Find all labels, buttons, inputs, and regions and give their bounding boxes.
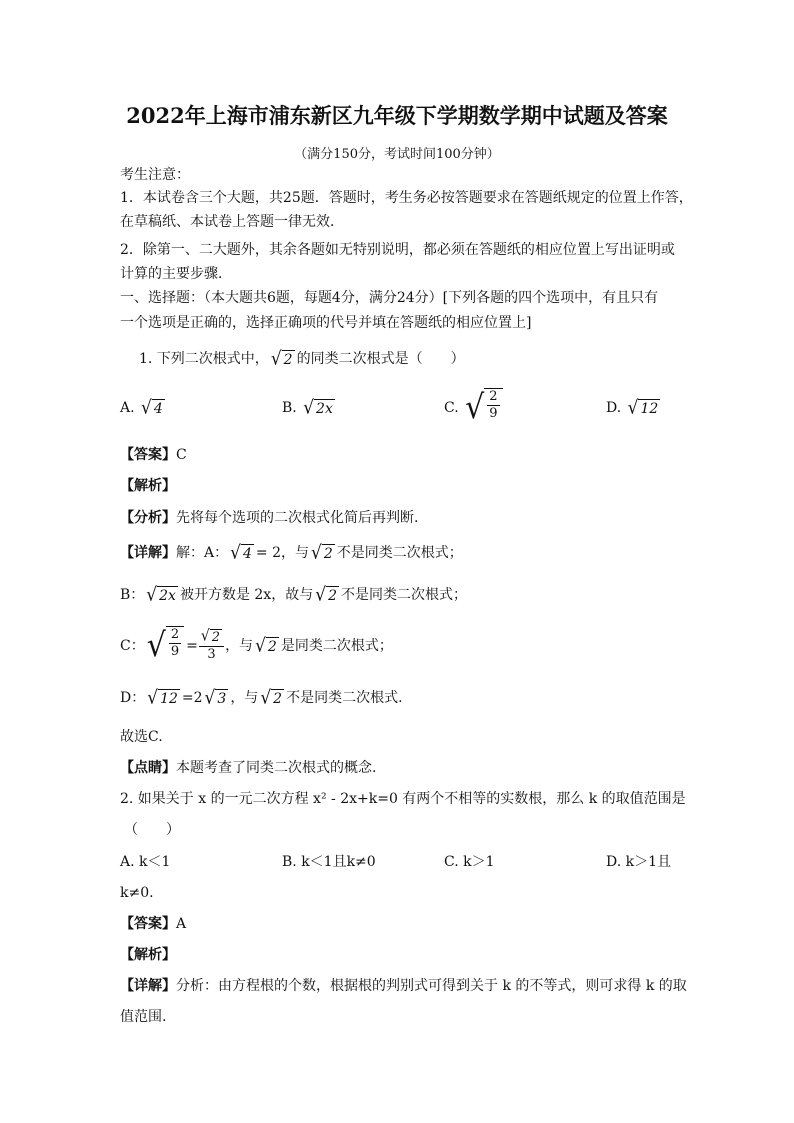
detail-line: 值范围. bbox=[120, 1009, 167, 1025]
sqrt-expression: √ 2 bbox=[270, 347, 293, 370]
fraction: √ 2 3 bbox=[199, 629, 224, 663]
sqrt-expression: √ 12 bbox=[627, 396, 659, 419]
option-c: C. k＞1 bbox=[444, 854, 495, 870]
question-2-stem: （ ） bbox=[124, 822, 180, 838]
option-b: B. √ 2x bbox=[282, 396, 333, 419]
question-text: 的同类二次根式是（ ） bbox=[296, 351, 465, 367]
answer-value: C bbox=[176, 447, 187, 463]
answer-line: 【答案】C bbox=[120, 447, 187, 463]
analysis-heading: 【解析】 bbox=[120, 947, 176, 963]
notice-line: 计算的主要步骤． bbox=[120, 266, 232, 282]
sqrt-expression: √ 12 bbox=[147, 686, 178, 709]
section-heading: 一、选择题：（本大题共6题，每题4分，满分24分）[下列各题的四个选项中，有且只有 bbox=[120, 290, 659, 306]
option-a: A. k＜1 bbox=[120, 854, 171, 870]
sqrt-expression: √ 2 bbox=[260, 686, 283, 709]
notice-line: 1．本试卷含三个大题，共25题．答题时，考生务必按答题要求在答题纸规定的位置上作答， bbox=[120, 190, 693, 206]
detail-line-c: C： √ $\frac{2}{9}$ = √ 2 3 ，与 √ 2 是同类二次根式； bbox=[120, 626, 393, 665]
section-heading: 一个选项是正确的，选择正确项的代号并填在答题纸的相应位置上] bbox=[120, 315, 532, 331]
question-2-stem: 2. 如果关于 x 的一元二次方程 x² - 2x+k=0 有两个不相等的实数根，那么 k 的取值范围是 bbox=[120, 791, 686, 807]
analysis-heading: 【解析】 bbox=[120, 478, 176, 494]
sqrt-expression: √ 2 bbox=[310, 541, 333, 564]
analysis-text: 【分析】先将每个选项的二次根式化简后再判断. bbox=[120, 510, 419, 526]
conclusion: 故选C. bbox=[120, 729, 163, 745]
sqrt-expression: √ 2 bbox=[315, 583, 337, 606]
sqrt-expression: √ $\frac{2}{9}$ bbox=[147, 626, 184, 666]
sqrt-expression: √ 2 bbox=[255, 634, 277, 657]
sqrt-expression: √ 4 bbox=[230, 541, 252, 564]
answer-line: 【答案】A bbox=[120, 916, 187, 932]
sqrt-expression: √ $\frac{2}{9}$ bbox=[465, 388, 502, 428]
detail-line-d: D： √ 12 =2 √ 3 ，与 √ 2 不是同类二次根式. bbox=[120, 686, 403, 709]
option-c: C. √ $\frac{2}{9}$ bbox=[444, 388, 505, 428]
notice-line: 2．除第一、二大题外，其余各题如无特别说明，都必须在答题纸的相应位置上写出证明或 bbox=[120, 242, 675, 258]
notice-heading: 考生注意： bbox=[120, 167, 190, 183]
page-title: 2022年上海市浦东新区九年级下学期数学期中试题及答案 bbox=[126, 103, 668, 128]
dianjing-line: 【点睛】本题考查了同类二次根式的概念. bbox=[120, 760, 377, 776]
option-b: B. k＜1且k≠0 bbox=[282, 854, 376, 870]
option-a: A. √ 4 bbox=[120, 396, 163, 419]
notice-line: 在草稿纸、本试卷上答题一律无效． bbox=[120, 214, 344, 230]
option-d-continued: k≠0. bbox=[120, 885, 154, 901]
question-text: 1. 下列二次根式中， bbox=[139, 351, 269, 367]
page-subtitle: （满分150分，考试时间100分钟） bbox=[294, 147, 500, 162]
sqrt-expression: √ 4 bbox=[141, 396, 163, 419]
detail-line-b: B： √ 2x 被开方数是 2x，故与 √ 2 不是同类二次根式； bbox=[120, 583, 467, 606]
option-d: D. √ 12 bbox=[606, 396, 659, 419]
option-d: D. k＞1且 bbox=[606, 854, 672, 870]
detail-line-a: 【详解】解：A： √ 4 = 2，与 √ 2 不是同类二次根式； bbox=[120, 541, 463, 564]
answer-value: A bbox=[176, 916, 187, 932]
sqrt-expression: √ 3 bbox=[204, 686, 227, 709]
detail-line: 【详解】分析：由方程根的个数，根据根的判别式可得到关于 k 的不等式，则可求得 k 的取 bbox=[120, 978, 687, 994]
sqrt-expression: √ 2x bbox=[146, 583, 176, 606]
question-1-stem bbox=[139, 349, 465, 369]
sqrt-expression: √ 2x bbox=[303, 396, 333, 419]
